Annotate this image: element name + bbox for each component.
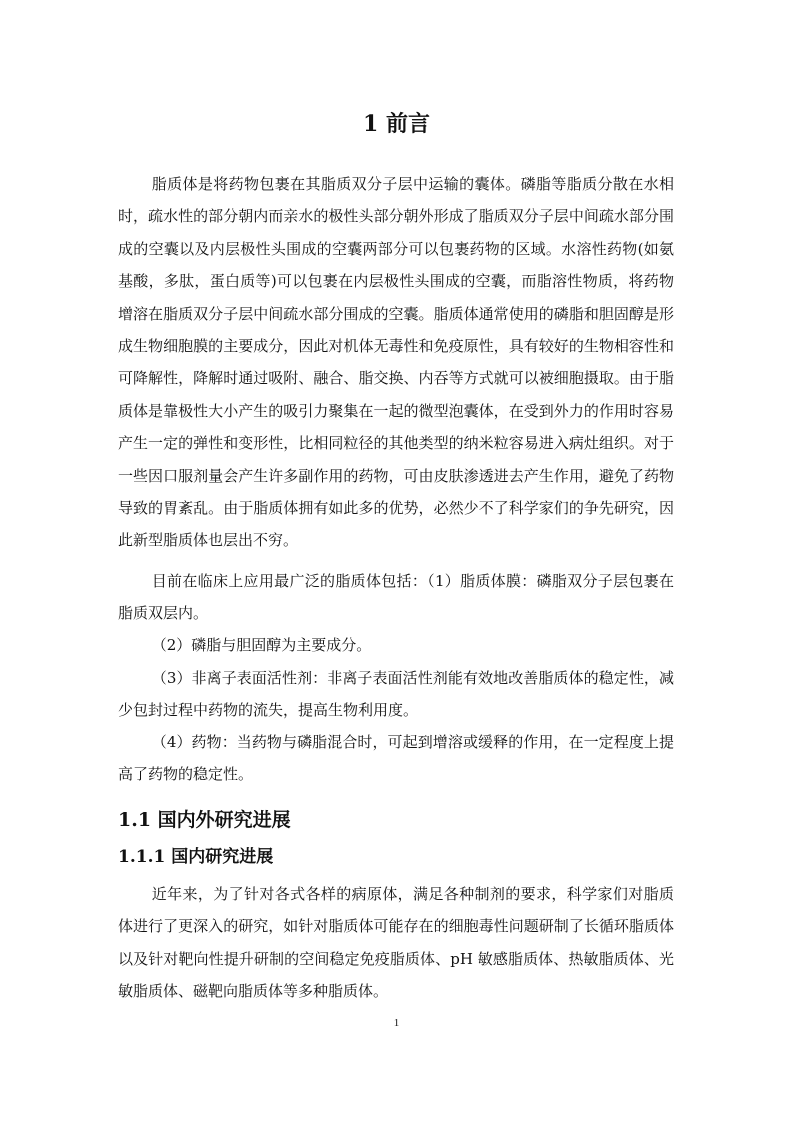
paragraph-domestic-research: 近年来，为了针对各式各样的病原体，满足各种制剂的要求，科学家们对脂质体进行了更深入的研究，如针对脂质体可能存在的细胞毒性问题研制了长循环脂质体以及针对靶向性提升研制的空间稳定免疫脂质体、pH 敏感脂质体、热敏脂质体、光敏脂质体、磁靶向脂质体等多种脂质体。 (118, 885, 674, 1001)
section-heading-1-1: 1.1 国内外研究进展 (118, 809, 291, 831)
paragraph-liposome-intro: 脂质体是将药物包裹在其脂质双分子层中运输的囊体。磷脂等脂质分散在水相时，疏水性的部分朝内而亲水的极性头部分朝外形成了脂质双分子层中间疏水部分围成的空囊以及内层极性头围成的空囊两部分可以包裹药物的区域。水溶性药物(如氨基酸，多肽，蛋白质等)可以包裹在内层极性头围成的空囊，而脂溶性物质，将药物增溶在脂质双分子层中间疏水部分围成的空囊。脂质体通常使用的磷脂和胆固醇是形成生物细胞膜的主要成分，因此对机体无毒性和免疫原性，具有较好的生物相容性和可降解性，降解时通过吸附、融合、脂交换、内吞等方式就可以被细胞摄取。由于脂质体是靠极性大小产生的吸引力聚集在一起的微型泡囊体，在受到外力的作用时容易产生一定的弹性和变形性，比相同粒径的其他类型的纳米粒容易进入病灶组织。对于一些因口服剂量会产生许多副作用的药物，可由皮肤渗透进去产生作用，避免了药物导致的胃紊乱。由于脂质体拥有如此多的优势，必然少不了科学家们的争先研究，因此新型脂质体也层出不穷。 (118, 175, 674, 550)
list-item-4: （4）药物：当药物与磷脂混合时，可起到增溶或缓释的作用，在一定程度上提高了药物的稳定性。 (118, 733, 674, 784)
list-item-3: （3）非离子表面活性剂：非离子表面活性剂能有效地改善脂质体的稳定性，减少包封过程中药物的流失，提高生物利用度。 (118, 669, 674, 720)
chapter-title: 1 前言 (363, 111, 430, 137)
list-item-2: （2）磷脂与胆固醇为主要成分。 (151, 636, 372, 654)
page-number: 1 (393, 1017, 400, 1029)
section-heading-1-1-1: 1.1.1 国内研究进展 (118, 847, 274, 867)
paragraph-clinical-liposomes: 目前在临床上应用最广泛的脂质体包括：（1）脂质体膜：磷脂双分子层包裹在脂质双层内。 (118, 572, 674, 623)
